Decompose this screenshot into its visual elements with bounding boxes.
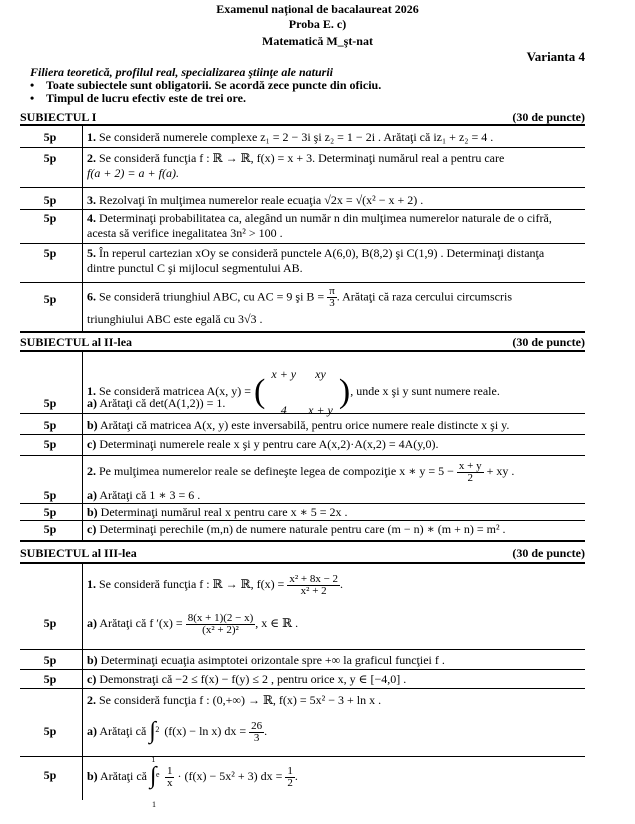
fraction: $\frac{x + y}{2}$ (458, 459, 482, 484)
s1-question-5: 5. În reperul cartezian xOy se consideră punctele A(6,0), B(8,2) şi C(1,9) . Determinaţi distanţa dintre punctul C şi mijlocul segmentului AB. (87, 246, 545, 275)
column-divider (82, 125, 83, 332)
points-badge: 5p (43, 246, 57, 260)
section-title: SUBIECTUL al II-lea (20, 335, 133, 349)
section-title: SUBIECTUL al III-lea (20, 546, 137, 560)
divider (20, 649, 585, 650)
section-3-header (20, 546, 585, 561)
points-badge: 5p (43, 616, 57, 630)
s1-question-1: 1. Se consideră numerele complexe z₁ = 2 − 3i şi z₂ = 1 − 2i . Arătaţi că iz₁ + z₂ = 4 . (87, 130, 494, 144)
fraction: $\frac{8(x + 1)(2 - x)}{\text{(x² + 2)²}}$ (187, 611, 254, 636)
divider (20, 669, 585, 670)
divider (20, 124, 585, 126)
points-badge: 5p (43, 653, 57, 667)
profile-line: Filiera teoretică, profilul real, specializarea ştiinţe ale naturii (30, 65, 333, 79)
points-badge: 5p (43, 418, 57, 432)
s1-question-4: 4. Determinaţi probabilitatea ca, alegând un număr n din mulţimea numerelor naturale de o cifră, acesta să verifice inegalitatea 3n² > 100 . (87, 211, 552, 240)
points-badge: 5p (43, 292, 57, 306)
fraction: $\frac{\text{x² + 8x − 2}}{\text{x² + 2}}$ (289, 572, 339, 597)
section-2-header (20, 335, 585, 350)
s3-problem-2-intro: 2. Se consideră funcţia f : (0,+∞) → ℝ, f(x) = 5x² − 3 + ln x . (87, 693, 382, 707)
divider (20, 503, 585, 504)
fraction: $\frac{1}{2}$ (287, 764, 293, 789)
points-badge: 5p (43, 488, 57, 502)
section-title: SUBIECTUL I (20, 110, 97, 124)
fraction: $\frac{1}{x}$ (166, 764, 173, 789)
exam-title: Examenul național de bacalaureat 2026 (216, 2, 419, 16)
integral-sign: 2 ∫ 1 (149, 718, 160, 765)
divider (20, 209, 585, 210)
s1-question-6: 6. Se consideră triunghiul ABC, cu AC = 9 şi B = $\frac{\pi}{3}$ . Arătaţi că raza cercului circumscris triunghiului ABC este egală cu 3√3 . (87, 285, 513, 326)
s2-problem-2b: b) Determinaţi numărul real x pentru care x ∗ 5 = 2x . (87, 505, 348, 519)
s2-problem-1b: b) Arătaţi că matricea A(x, y) este inversabilă, pentru orice numere reale distincte x şi y. (87, 418, 510, 432)
subject-title: Matematică M_şt-nat (262, 34, 373, 48)
s2-problem-1a: a) Arătaţi că det(A(1,2)) = 1. (87, 396, 226, 410)
divider (20, 350, 585, 352)
points-badge: 5p (43, 672, 57, 686)
section-1-header (20, 110, 585, 125)
instruction-item: • Toate subiectele sunt obligatorii. Se acordă zece puncte din oficiu. (30, 79, 381, 92)
divider (20, 520, 585, 521)
variant-label: Varianta 4 (526, 49, 585, 64)
s3-problem-1a: a) Arătaţi că f ′(x) = $\frac{8(x + 1)(2 - x)}{\text{(x² + 2)²}}$ , x ∈ ℝ . (87, 611, 299, 636)
divider (20, 331, 585, 333)
section-points: (30 de puncte) (512, 546, 585, 560)
points-badge: 5p (43, 437, 57, 451)
points-badge: 5p (43, 724, 57, 738)
s2-problem-2a: a) Arătaţi că 1 ∗ 3 = 6 . (87, 488, 201, 502)
divider (20, 455, 585, 456)
matrix: x + y xy 4 x + y (271, 367, 333, 417)
instruction-item: • Timpul de lucru efectiv este de trei ore. (30, 92, 381, 105)
divider (20, 562, 585, 564)
s2-problem-2-intro: 2. Pe mulţimea numerelor reale se defineşte legea de compoziţie x ∗ y = 5 − $\frac{x + y}{2}$ + xy . (87, 459, 515, 484)
divider (20, 187, 585, 188)
s3-problem-2b: b) Arătaţi că e ∫ 1 $\frac{1}{x}$ · (f(x) − 5x² + 3) dx = $\frac{1}{2}$ . (87, 757, 587, 795)
s3-problem-1-intro: 1. Se consideră funcţia f : ℝ → ℝ, f(x) = $\frac{\text{x² + 8x − 2}}{\text{x² + 2}}$ . (87, 572, 344, 597)
points-badge: 5p (43, 396, 57, 410)
column-divider (82, 563, 83, 800)
section-points: (30 de puncte) (512, 335, 585, 349)
s3-problem-2a: a) Arătaţi că 2 ∫ 1 (f(x) − ln x) dx = $\frac{26}{3}$ . (87, 712, 587, 750)
divider (20, 413, 585, 414)
divider (20, 434, 585, 435)
section-points: (30 de puncte) (512, 110, 585, 124)
points-badge: 5p (43, 505, 57, 519)
instructions-list (30, 79, 381, 105)
points-badge: 5p (43, 211, 57, 225)
divider (20, 282, 585, 283)
proba-title: Proba E. c) (288, 17, 347, 31)
s2-problem-2c: c) Determinaţi perechile (m,n) de numere naturale pentru care (m − n) ∗ (m + n) = m² . (87, 522, 506, 536)
column-divider (82, 351, 83, 540)
points-badge: 5p (43, 193, 57, 207)
s1-question-2: 2. Se consideră funcţia f : ℝ → ℝ, f(x) = x + 3. Determinaţi numărul real a pentru care f(a + 2) = a + f(a). (87, 151, 505, 180)
points-badge: 5p (43, 151, 57, 165)
fraction: $\frac{26}{3}$ (251, 719, 263, 744)
s1-question-3: 3. Rezolvaţi în mulţimea numerelor reale ecuaţia √2x = √(x² − x + 2) . (87, 193, 424, 207)
s3-problem-1c: c) Demonstraţi că −2 ≤ f(x) − f(y) ≤ 2 , pentru orice x, y ∈ [−4,0] . (87, 672, 407, 686)
s2-problem-1-intro: 1. Se consideră matricea A(x, y) = ( x + y xy 4 x + y ), unde x şi y sunt numere reale. (87, 356, 587, 428)
points-badge: 5p (43, 522, 57, 536)
points-badge: 5p (43, 130, 57, 144)
divider (20, 540, 585, 542)
integral-sign: e ∫ 1 (149, 763, 160, 810)
s2-problem-1c: c) Determinaţi numerele reale x şi y pentru care A(x,2)·A(x,2) = 4A(y,0). (87, 437, 439, 451)
points-badge: 5p (43, 768, 57, 782)
divider (20, 147, 585, 148)
fraction: $\frac{\pi}{3}$ (329, 285, 335, 309)
s3-problem-1b: b) Determinaţi ecuaţia asimptotei orizontale spre +∞ la graficul funcţiei f . (87, 653, 445, 667)
divider (20, 243, 585, 244)
divider (20, 688, 585, 689)
